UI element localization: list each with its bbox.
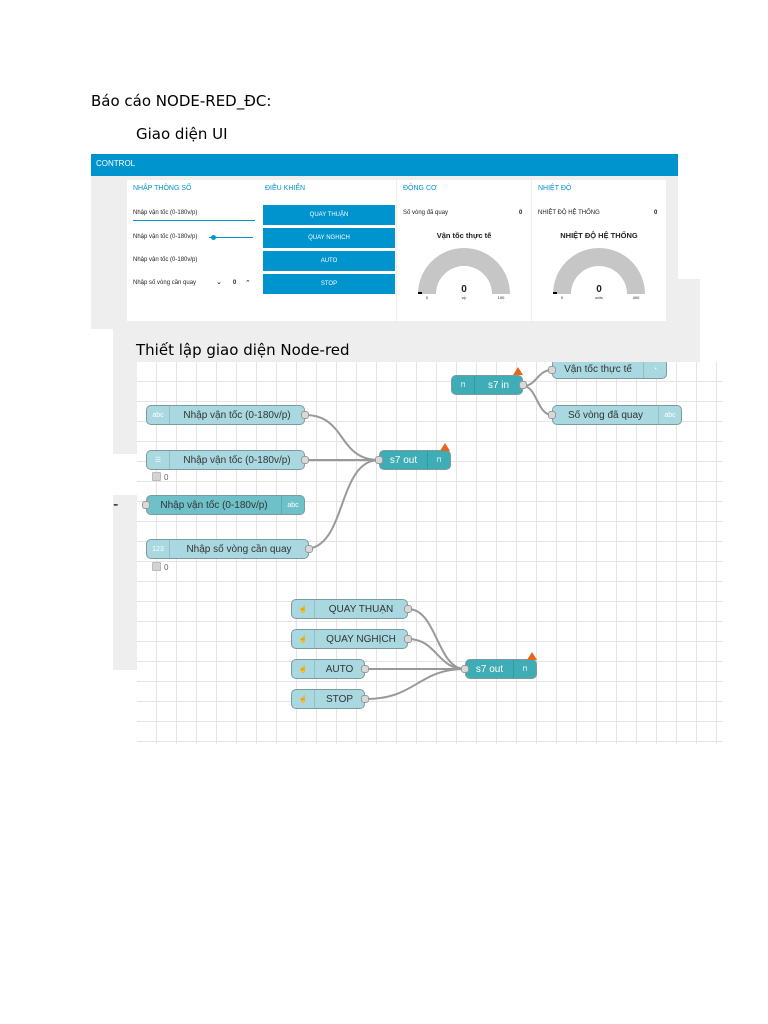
node-button-stop[interactable]: [291, 689, 365, 709]
gauge-fill: [553, 292, 557, 294]
btn-quay-thuan[interactable]: QUAY THUẬN: [263, 205, 395, 225]
abc-icon: abc: [281, 496, 304, 514]
node-label: s7 out: [475, 663, 504, 675]
output-port[interactable]: [519, 381, 527, 389]
warning-icon: [513, 367, 523, 375]
node-slider-speed[interactable]: [146, 450, 305, 470]
gauge-min: 0: [425, 295, 429, 300]
node-label: Nhập số vòng cần quay: [186, 543, 292, 555]
wire: [305, 415, 379, 460]
status-text: 0: [164, 473, 169, 482]
wire: [408, 639, 465, 669]
node-text-turns[interactable]: [552, 405, 682, 425]
node-s7-out-1[interactable]: [379, 450, 451, 470]
gauge-value: 0: [596, 284, 602, 295]
node-label: s7 in: [487, 379, 510, 391]
node-button-quay-nghich[interactable]: [291, 629, 408, 649]
status-text: 0: [164, 563, 169, 572]
warning-icon: [527, 652, 537, 660]
numeric-value: 0: [233, 280, 237, 286]
control-group-card: [259, 180, 396, 321]
s7-icon: ⊓: [452, 376, 475, 394]
document-title: Báo cáo NODE-RED_ĐC:: [91, 92, 272, 110]
motor-group-card: [397, 180, 531, 321]
hand-pointer-icon: ☝: [292, 630, 315, 648]
input-group-title: NHẬP THÔNG SỐ: [133, 185, 192, 192]
node-label: Nhập vận tốc (0-180v/p): [183, 454, 291, 466]
output-port[interactable]: [301, 456, 309, 464]
temp-value: 0: [654, 210, 658, 216]
node-status: [152, 472, 168, 482]
hand-pointer-icon: ☝: [292, 690, 315, 708]
output-port[interactable]: [361, 695, 369, 703]
bullet-node-red-text: Thiết lập giao diện Node-red: [136, 341, 350, 359]
status-square-icon: [152, 472, 161, 481]
speed-gauge: [414, 244, 514, 322]
input-group-card: [127, 180, 259, 321]
gauge-unit: units: [595, 296, 603, 300]
btn-stop[interactable]: STOP: [263, 274, 395, 294]
hand-pointer-icon: ☝: [292, 600, 315, 618]
node-label: Nhập vận tốc (0-180v/p): [160, 499, 268, 511]
dashboard-screenshot: [91, 154, 678, 329]
node-label: Số vòng đã quay: [567, 409, 644, 421]
gauge-max: 100: [497, 295, 505, 300]
node-label: s7 out: [389, 454, 418, 466]
gauge-min: 0: [560, 295, 564, 300]
output-port[interactable]: [305, 545, 313, 553]
gauge-unit: v/p: [461, 296, 467, 300]
numeric-icon: 123: [147, 540, 170, 558]
abc-icon: abc: [658, 406, 681, 424]
wire: [365, 669, 465, 699]
node-numeric-turns[interactable]: [146, 539, 309, 559]
flow-editor-screenshot: [137, 362, 723, 744]
node-button-auto[interactable]: [291, 659, 365, 679]
speed-slider-label: Nhập vận tốc (0-180v/p): [133, 234, 198, 240]
abc-icon: abc: [147, 406, 170, 424]
turns-label: Số vòng đã quay: [403, 210, 449, 216]
turns-numeric-label: Nhập số vòng cần quay: [133, 280, 197, 286]
node-s7-out-2[interactable]: [465, 659, 537, 679]
output-port[interactable]: [404, 635, 412, 643]
temp-gauge: [549, 244, 649, 322]
s7-icon: ⊓: [427, 451, 450, 469]
output-port[interactable]: [301, 411, 309, 419]
dashboard-header-title: CONTROL: [96, 159, 136, 168]
bullet-ui: [113, 125, 513, 145]
slider-icon: ☰: [147, 451, 170, 469]
input-port[interactable]: [375, 456, 383, 464]
gauge-icon: ◔: [643, 362, 666, 378]
input-port[interactable]: [548, 366, 556, 374]
temp-group-card: [532, 180, 666, 321]
gauge-max: 400: [632, 295, 640, 300]
node-label: QUAY NGHỊCH: [326, 633, 396, 645]
temp-group-title: NHIỆT ĐỘ: [538, 185, 572, 192]
control-group-title: ĐIỀU KHIỂN: [265, 185, 306, 192]
node-label: QUAY THUẬN: [328, 603, 394, 615]
node-s7-in[interactable]: [451, 375, 523, 395]
dashboard-header: [91, 154, 678, 176]
s7-icon: ⊓: [513, 660, 536, 678]
node-status: [152, 562, 168, 572]
node-text-output-speed[interactable]: [146, 495, 305, 515]
warning-icon: [440, 443, 450, 451]
input-port[interactable]: [548, 411, 556, 419]
node-text-input-speed[interactable]: [146, 405, 305, 425]
speed-label-readonly: Nhập vận tốc (0-180v/p): [133, 257, 198, 263]
output-port[interactable]: [404, 605, 412, 613]
turns-value: 0: [519, 210, 523, 216]
bullet-ui-text: Giao diện UI: [136, 125, 228, 143]
gauge-fill: [418, 292, 422, 294]
speed-slider[interactable]: [209, 237, 253, 238]
node-button-quay-thuan[interactable]: [291, 599, 408, 619]
numeric-up-icon[interactable]: ⌃: [245, 279, 251, 287]
node-label: Vận tốc thực tế: [564, 363, 632, 375]
btn-auto[interactable]: AUTO: [263, 251, 395, 271]
wire: [523, 386, 552, 415]
input-port[interactable]: [142, 501, 150, 509]
node-gauge-speed[interactable]: [552, 362, 667, 379]
hand-pointer-icon: ☝: [292, 660, 315, 678]
btn-quay-nghich[interactable]: QUAY NGHỊCH: [263, 228, 395, 248]
bullet-dash: -: [113, 495, 700, 670]
node-label: AUTO: [325, 663, 354, 675]
status-square-icon: [152, 562, 161, 571]
gauge-value: 0: [461, 284, 467, 295]
node-label: STOP: [325, 693, 354, 705]
temp-gauge-title: NHIỆT ĐỘ HỆ THỐNG: [560, 231, 638, 240]
motor-group-title: ĐỘNG CƠ: [403, 185, 438, 192]
speed-text-input[interactable]: Nhập vận tốc (0-180v/p): [133, 210, 198, 216]
wire: [305, 460, 379, 549]
numeric-down-icon[interactable]: ⌄: [216, 278, 222, 286]
speed-gauge-title: Vận tốc thực tế: [436, 231, 492, 240]
input-port[interactable]: [461, 665, 469, 673]
node-label: Nhập vận tốc (0-180v/p): [183, 409, 291, 421]
output-port[interactable]: [361, 665, 369, 673]
temp-label: NHIỆT ĐỘ HỆ THỐNG: [538, 210, 600, 216]
speed-input-underline: [133, 220, 255, 221]
slider-thumb[interactable]: [211, 235, 216, 240]
